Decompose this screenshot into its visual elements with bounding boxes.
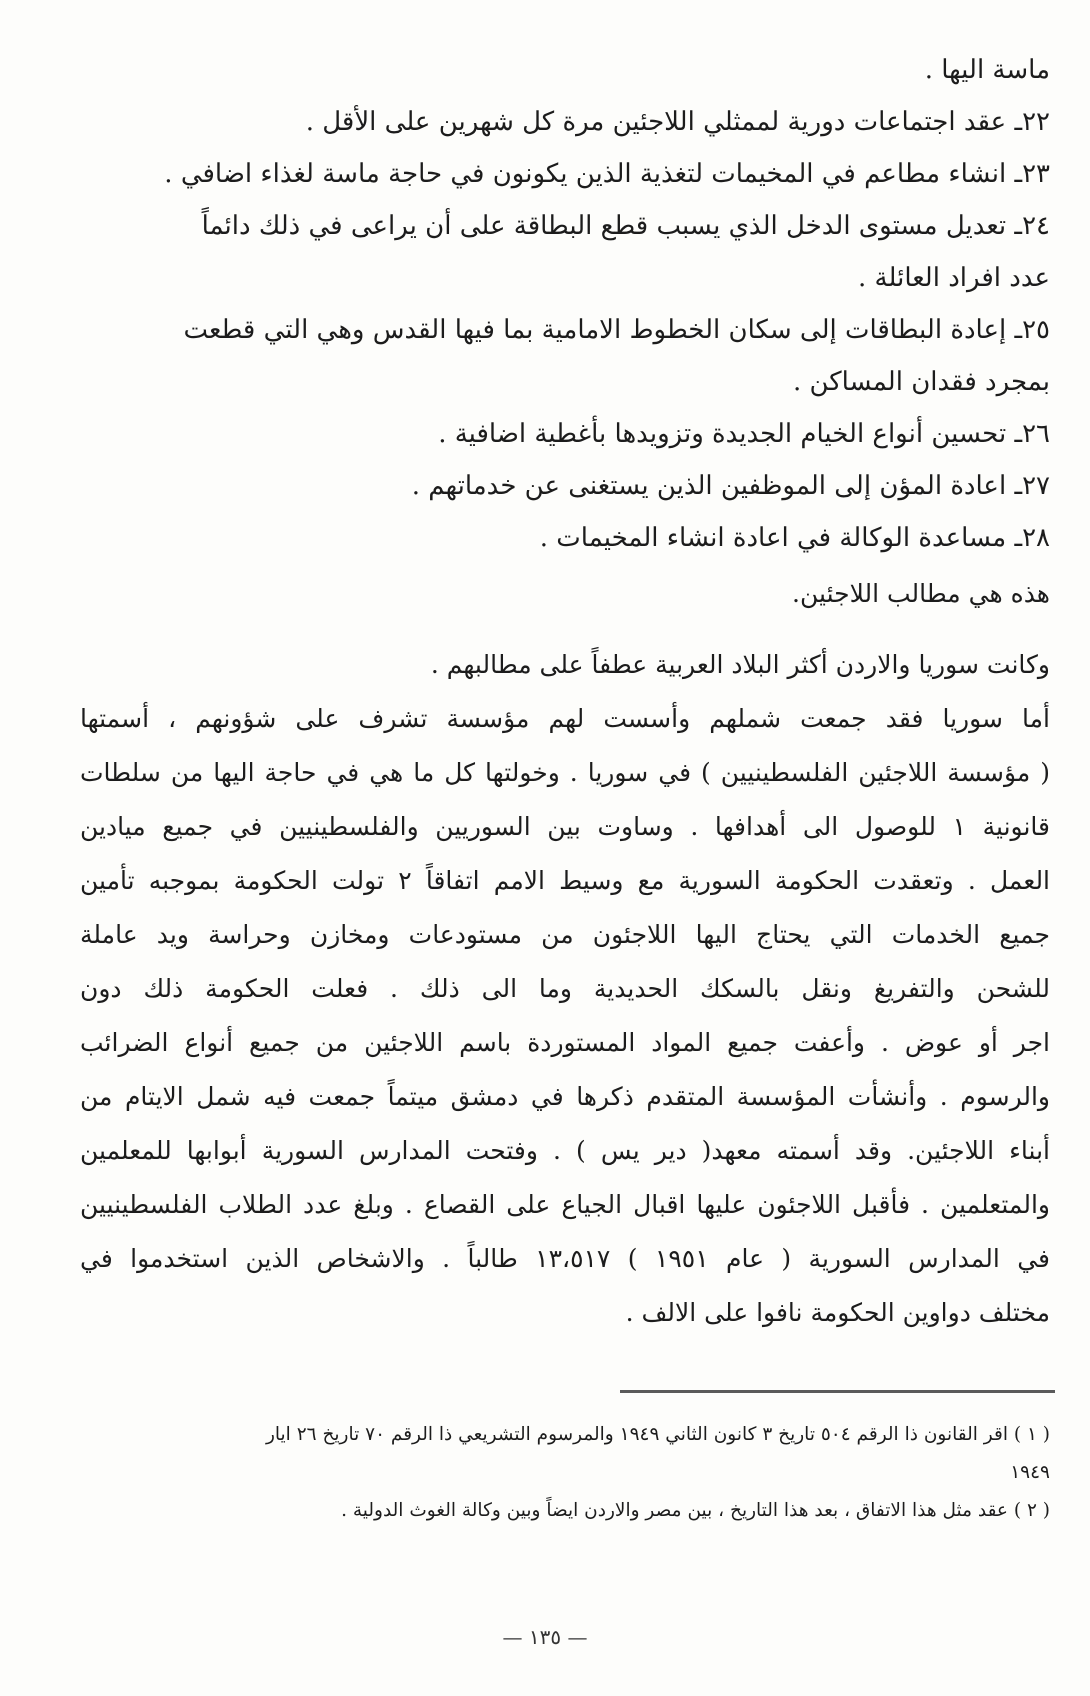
list-item-25-continuation: بمجرد فقدان المساكن . — [792, 367, 1050, 397]
paragraph-2 — [80, 692, 1050, 1340]
paragraph-line: العمل . وتعقدت الحكومة السورية مع وسيط الامم اتفاقاً ٢ تولت الحكومة بموجبه تأمين — [80, 866, 1050, 895]
footnote-1: ( ١ ) اقر القانون ذا الرقم ٥٠٤ تاريخ ٣ كانون الثاني ١٩٤٩ والمرسوم التشريعي ذا الرقم ٧٠ تاريخ ٢٦ ايار — [265, 1424, 1050, 1445]
footnotes — [70, 1418, 1050, 1532]
footnote-2: ( ٢ ) عقد مثل هذا الاتفاق ، بعد هذا التاريخ ، بين مصر والاردن ايضاً وبين وكالة الغوث الدولية . — [341, 1500, 1050, 1521]
footnote-1-continuation: ١٩٤٩ — [1010, 1462, 1050, 1483]
list-item-23: ٢٣ـ انشاء مطاعم في المخيمات لتغذية الذين يكونون في حاجة ماسة لغذاء اضافي . — [164, 159, 1050, 189]
list-item-24: ٢٤ـ تعديل مستوى الدخل الذي يسبب قطع البطاقة على أن يراعى في ذلك دائماً — [201, 211, 1050, 241]
summary-line: هذه هي مطالب اللاجئين. — [792, 579, 1050, 608]
paragraph-line: أبناء اللاجئين. وقد أسمته معهد( دير يس ) . وفتحت المدارس السورية أبوابها للمعلمين — [80, 1136, 1050, 1165]
paragraph-line: قانونية ١ للوصول الى أهدافها . وساوت بين السوريين والفلسطينيين في جميع ميادين — [80, 812, 1050, 841]
paragraph-line: مختلف دواوين الحكومة نافوا على الالف . — [625, 1298, 1050, 1327]
page-number: — ١٣٥ — — [502, 1625, 588, 1649]
paragraph-line: جميع الخدمات التي يحتاج اليها اللاجئون من مستودعات ومخازن وحراسة ويد عاملة — [80, 920, 1050, 949]
list-item-27: ٢٧ـ اعادة المؤن إلى الموظفين الذين يستغنى عن خدماتهم . — [411, 471, 1050, 501]
list-item-22: ٢٢ـ عقد اجتماعات دورية لممثلي اللاجئين مرة كل شهرين على الأقل . — [305, 107, 1050, 137]
list-item-26: ٢٦ـ تحسين أنواع الخيام الجديدة وتزويدها بأغطية اضافية . — [438, 419, 1050, 449]
paragraph-line: والرسوم . وأنشأت المؤسسة المتقدم ذكرها في دمشق ميتماً جمعت فيه شمل الايتام من — [80, 1082, 1050, 1111]
list-item-25: ٢٥ـ إعادة البطاقات إلى سكان الخطوط الامامية بما فيها القدس وهي التي قطعت — [183, 315, 1050, 345]
paragraph-line: اجر أو عوض . وأعفت جميع المواد المستوردة باسم اللاجئين من جميع أنواع الضرائب — [80, 1028, 1050, 1057]
list-item-24-continuation: عدد افراد العائلة . — [858, 263, 1050, 293]
paragraph-line: أما سوريا فقد جمعت شملهم وأسست لهم مؤسسة تشرف على شؤونهم ، أسمتها — [80, 704, 1050, 733]
paragraph-1: وكانت سوريا والاردن أكثر البلاد العربية عطفاً على مطالبهم . — [430, 650, 1050, 679]
paragraph-line: في المدارس السورية ( عام ١٩٥١ ) ١٣،٥١٧ طالباً . والاشخاص الذين استخدموا في — [80, 1244, 1050, 1273]
list-intro-tail: ماسة اليها . — [924, 55, 1050, 85]
paragraph-line: والمتعلمين . فأقبل اللاجئون عليها اقبال الجياع على القصاع . وبلغ عدد الطلاب الفلسطينيين — [80, 1190, 1050, 1219]
paragraph-line: ( مؤسسة اللاجئين الفلسطينيين ) في سوريا . وخولتها كل ما هي في حاجة اليها من سلطات — [80, 758, 1050, 787]
footnote-divider — [620, 1390, 1055, 1393]
list-item-28: ٢٨ـ مساعدة الوكالة في اعادة انشاء المخيمات . — [539, 523, 1050, 553]
paragraph-line: للشحن والتفريغ ونقل بالسكك الحديدية وما الى ذلك . فعلت الحكومة ذلك دون — [80, 974, 1050, 1003]
